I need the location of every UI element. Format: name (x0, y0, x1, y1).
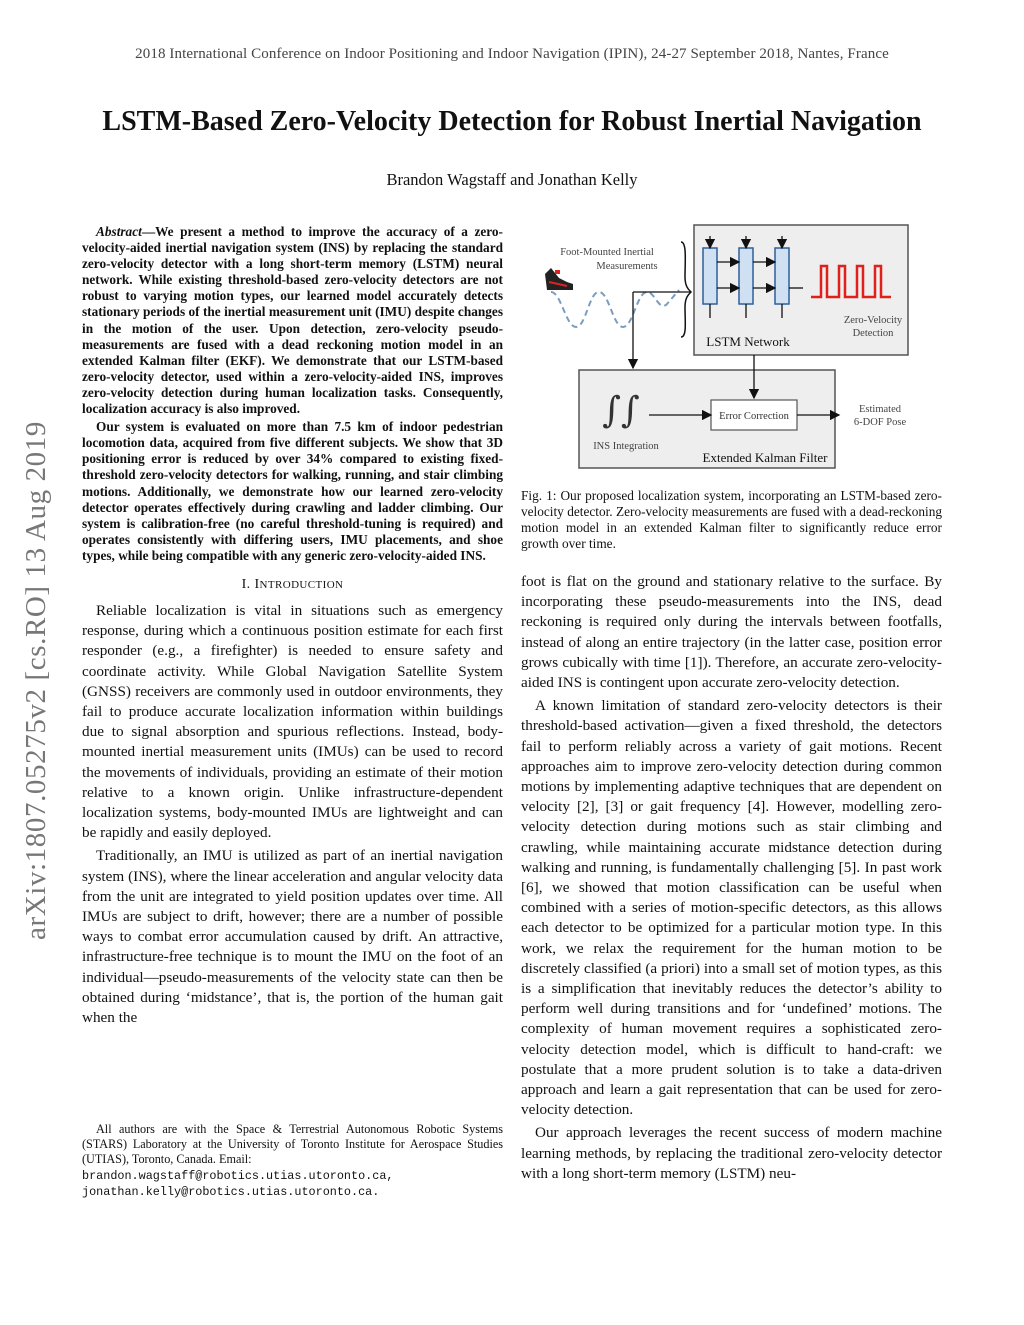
intro-paragraph-5: Our approach leverages the recent success of modern machine learning methods, by replacing the traditional zero-velocity detector with a long short-term memory (LSTM) neu- (521, 1124, 942, 1182)
system-diagram (521, 222, 942, 472)
error-correction-label: Error Correction (719, 411, 789, 422)
intro-left-body (82, 601, 503, 1028)
input-brace (681, 242, 691, 337)
right-column (521, 572, 942, 1184)
abstract-paragraph-1 (82, 224, 503, 417)
arxiv-identifier[interactable]: arXiv:1807.05275v2 [cs.RO] 13 Aug 2019 (20, 421, 52, 940)
imu-label-line1: Foot-Mounted Inertial (560, 247, 654, 258)
footnote-email-2[interactable]: jonathan.kelly@robotics.utias.utoronto.ca. (82, 1184, 380, 1199)
lstm-network-label: LSTM Network (706, 334, 790, 349)
author-list: Brandon Wagstaff and Jonathan Kelly (386, 170, 638, 189)
zero-velocity-label-line1: Zero-Velocity (843, 315, 903, 326)
figure-caption: Fig. 1: Our proposed localization system, incorporating an LSTM-based zero-velocity detector. Zero-velocity measurements are fused with a dead-reckoning motion model in an extended Kalman filter to significantly reduce error growth over time. (521, 488, 942, 551)
conference-header: 2018 International Conference on Indoor Positioning and Indoor Navigation (IPIN), 24-27 September 2018, Nantes, France (135, 46, 889, 62)
intro-paragraph-4: A known limitation of standard zero-velocity detectors is their threshold-based activation—given a fixed threshold, the detectors fail to perform reliably across a variety of gait motions. Recent approaches aim to improve zero-velocity detection during common motions by implementing adaptive techniques that are dependent on velocity [2], [3] or gait frequency [4]. However, modelling zero-velocity detection during motions such as stair climbing and crawling, while maintaining accurate midstance detection during walking and running, is fundamentally challenging [5]. In past work [6], we showed that motion classification can be useful when combined with a series of motion-specific detectors, as this allows each detector to be optimized for a particular motion type. In this work, we relax the requirement for the human motion to be discretely classified (a priori) into a small set of motion types, as this is a simplification that inevitably reduces the detector’s ability to perform well during transitions and for ‘undefined’ motions. The complexity of human movement requires a sophisticated zero-velocity detection model, which is difficult to hand-craft: we postulate that a more prudent solution is to take a data-driven approach and learn a gait representation that can be used for zero-velocity detection. (521, 697, 942, 1119)
shoe-icon (545, 268, 573, 290)
imu-signal-wave (551, 290, 679, 327)
lstm-cell-3 (775, 248, 789, 304)
author-footnote (82, 1122, 503, 1200)
ins-integration-label: INS Integration (593, 441, 659, 452)
integral-symbol: ∫∫ (602, 390, 640, 431)
imu-label-line2: Measurements (596, 261, 658, 272)
intro-paragraph-3: foot is flat on the ground and stationary relative to the surface. By incorporating these pseudo-measurements into the INS, dead reckoning is required only during the intervals between footfalls, instead of along an entire trajectory (in the latter case, position error grows cubically with time [1]). Therefore, an accurate zero-velocity-aided INS is contingent upon accurate zero-velocity detection. (521, 573, 942, 692)
abstract (82, 224, 503, 564)
abstract-paragraph-2: Our system is evaluated on more than 7.5 km of indoor pedestrian locomotion data, acquired from five different subjects. We show that 3D positioning error is reduced by over 34% compared to existing fixed-threshold zero-velocity detectors for walking, running, and stair climbing motions. Additionally, we demonstrate how our learned zero-velocity detector operates effectively during crawling and ladder climbing. Our system is calibration-free (no careful threshold-tuning is required) and operates consistently with differing users, IMU placements, and shoe types, while being compatible with any generic zero-velocity-aided INS. (82, 419, 503, 563)
intro-paragraph-2: Traditionally, an IMU is utilized as part of an inertial navigation system (INS), where the linear acceleration and angular velocity data from the unit are integrated to yield position updates over time. All IMUs are subject to drift, however; there are a number of possible ways to combat error accumulation caused by drift. An attractive, infrastructure-free technique is to mount the IMU on the foot of an individual—pseudo-measurements of the velocity state can then be obtained during ‘midstance’, that is, the portion of the human gait when the (82, 847, 503, 1027)
pose-label-line1: Estimated (859, 404, 901, 415)
lstm-cell-1 (703, 248, 717, 304)
intro-right-body (521, 572, 942, 1184)
abstract-text-1: —We present a method to improve the accuracy of a zero-velocity-aided inertial navigation system (INS) by replacing the standard zero-velocity detector with a long short-term memory (LSTM) neural network. While existing threshold-based zero-velocity detectors are not robust to varying motion types, our learned model accurately detects stationary periods of the inertial measurement unit (IMU) despite changes in the motion of the user. Upon detection, zero-velocity pseudo-measurements are fused with a dead reckoning motion model in an extended Kalman filter (EKF). We demonstrate that our LSTM-based zero-velocity detector, used within a zero-velocity-aided INS, improves zero-velocity detection during human localization tasks. Consequently, localization accuracy is also improved. (82, 224, 503, 417)
lstm-cell-2 (739, 248, 753, 304)
ekf-label: Extended Kalman Filter (702, 450, 828, 465)
left-column (82, 224, 503, 1028)
pose-label-line2: 6-DOF Pose (853, 417, 907, 428)
figure-1 (521, 222, 942, 472)
intro-paragraph-1: Reliable localization is vital in situations such as emergency response, during which a continuous position estimate for each first responder (e.g., a firefighter) is needed to ensure safety and coordinate activity. While Global Navigation Satellite System (GNSS) receivers are commonly used in outdoor environments, they fail to produce accurate localization information within buildings due to signal absorption and spurious reflections. Instead, body-mounted inertial measurement units (IMUs) can be used to record the movements of individuals, providing an estimate of their motion relative to a known origin. Unlike infrastructure-dependent localization systems, body-mounted IMUs are lightweight and can be rapidly and easily deployed. (82, 601, 503, 842)
abstract-label: Abstract (96, 224, 142, 239)
section-heading-introduction: I. INTRODUCTION (241, 576, 344, 592)
footnote-email-1[interactable]: brandon.wagstaff@robotics.utias.utoronto.ca, (82, 1168, 394, 1183)
zero-velocity-label-line2: Detection (852, 328, 894, 339)
paper-title: LSTM-Based Zero-Velocity Detection for Robust Inertial Navigation (102, 106, 922, 137)
footnote-text: All authors are with the Space & Terrestrial Autonomous Robotic Systems (STARS) Laboratory at the University of Toronto Institute for Aerospace Studies (UTIAS), Toronto, Canada. Email: (82, 1122, 503, 1167)
